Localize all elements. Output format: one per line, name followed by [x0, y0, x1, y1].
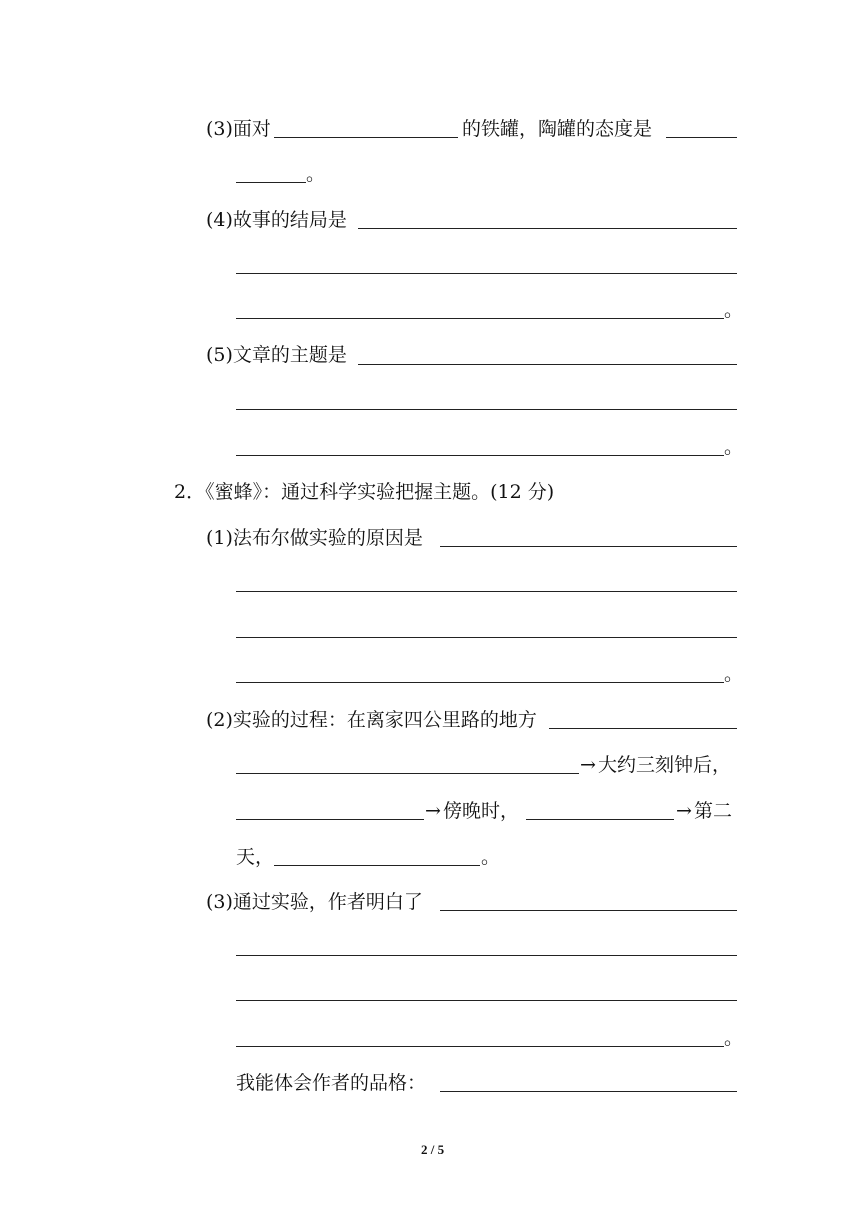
- q2-p2-label: (2)实验的过程：在离家四公里路的地方: [206, 709, 537, 731]
- q1-p4-blank-2[interactable]: [236, 273, 737, 274]
- arrow-icon: →: [425, 800, 441, 822]
- q1-p3-label: (3)面对: [206, 118, 271, 140]
- arrow-icon: →: [676, 800, 692, 822]
- q1-p4-label: (4)故事的结局是: [206, 209, 347, 231]
- q2-p2-blank-2[interactable]: [236, 773, 579, 774]
- q1-p3-end: 。: [306, 163, 326, 185]
- q2-p2-end: 。: [481, 846, 501, 868]
- q2-p1-blank-4[interactable]: [236, 682, 724, 683]
- q1-p5-blank-3[interactable]: [236, 455, 724, 456]
- q2-quality-label: 我能体会作者的品格：: [236, 1072, 427, 1094]
- q2-title: 2．《蜜蜂》：通过科学实验把握主题。(12 分): [174, 481, 555, 503]
- q1-p5-blank-1[interactable]: [358, 364, 737, 365]
- q2-quality-blank[interactable]: [440, 1091, 737, 1092]
- q2-p2-seg4: 天，: [236, 846, 275, 868]
- q1-p5-label: (5)文章的主题是: [206, 344, 347, 366]
- q1-p5-blank-2[interactable]: [236, 409, 737, 410]
- q1-p3-mid: 的铁罐，陶罐的态度是: [462, 118, 653, 140]
- q2-p2-blank-5[interactable]: [274, 865, 480, 866]
- q2-p1-blank-1[interactable]: [440, 546, 737, 547]
- q1-p5-end: 。: [724, 436, 744, 458]
- q2-p1-label: (1)法布尔做实验的原因是: [206, 527, 423, 549]
- q2-p3-label: (3)通过实验，作者明白了: [206, 891, 423, 913]
- arrow-icon: →: [580, 754, 596, 776]
- q2-p3-blank-4[interactable]: [236, 1046, 724, 1047]
- q1-p3-blank-3[interactable]: [236, 182, 306, 183]
- q2-p2-seg2: 傍晚时，: [443, 800, 520, 822]
- q2-p2-seg3: 第二: [694, 800, 733, 822]
- q2-p1-end: 。: [724, 663, 744, 685]
- q1-p3-blank-2[interactable]: [666, 137, 737, 138]
- q2-p3-end: 。: [724, 1027, 744, 1049]
- q2-p3-blank-2[interactable]: [236, 955, 737, 956]
- q2-p1-blank-2[interactable]: [236, 591, 737, 592]
- q1-p3-blank-1[interactable]: [274, 137, 458, 138]
- q2-p2-blank-1[interactable]: [549, 728, 737, 729]
- q1-p4-blank-3[interactable]: [236, 318, 724, 319]
- q2-p1-blank-3[interactable]: [236, 637, 737, 638]
- q2-p2-blank-3[interactable]: [236, 819, 424, 820]
- q2-p2-blank-4[interactable]: [526, 819, 674, 820]
- q2-p3-blank-1[interactable]: [440, 910, 737, 911]
- q1-p4-blank-1[interactable]: [358, 228, 737, 229]
- q2-p3-blank-3[interactable]: [236, 1000, 737, 1001]
- page-number: 2 / 5: [421, 1142, 445, 1157]
- q1-p4-end: 。: [724, 299, 744, 321]
- q2-p2-seg1: 大约三刻钟后，: [598, 754, 732, 776]
